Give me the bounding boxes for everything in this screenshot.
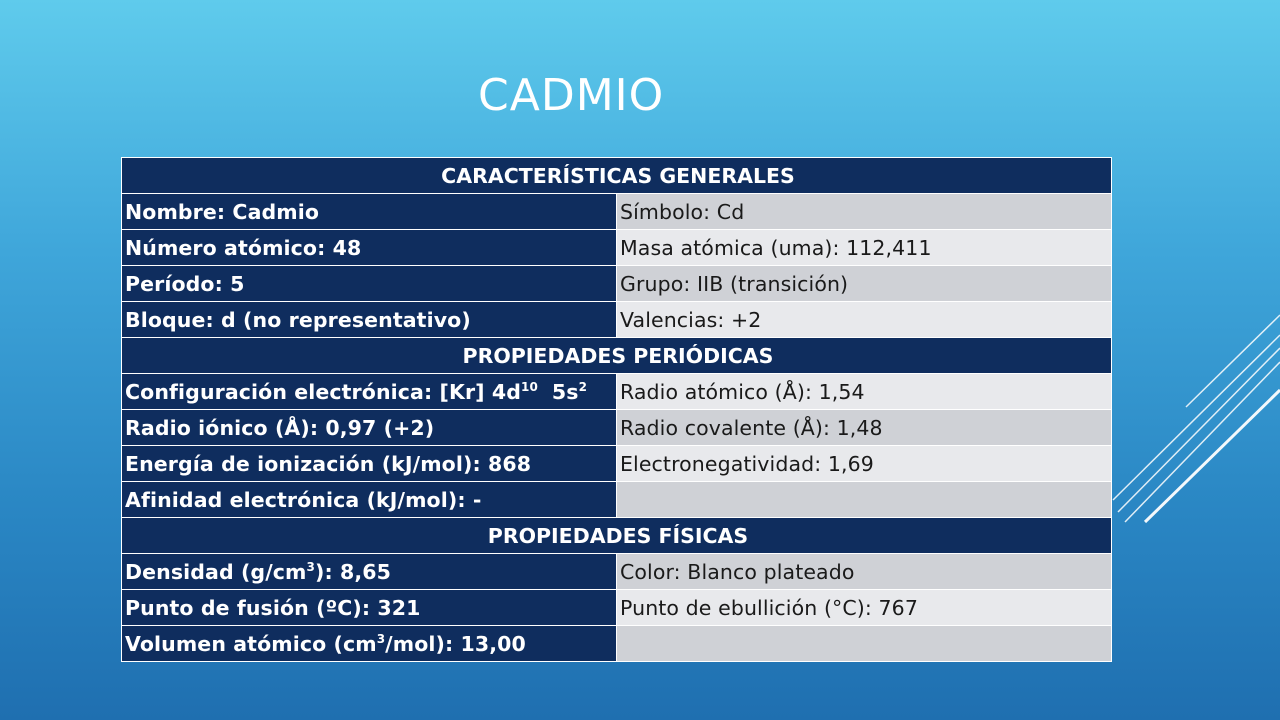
superscript: 3 bbox=[306, 559, 315, 574]
row-label: Nombre: Cadmio bbox=[122, 194, 617, 230]
section-header-fisicas: PROPIEDADES FÍSICAS bbox=[122, 518, 1112, 554]
table-row bbox=[122, 446, 1112, 482]
volume-text: Volumen atómico (cm bbox=[125, 631, 377, 656]
row-label: Radio iónico (Å): 0,97 (+2) bbox=[122, 410, 617, 446]
row-label: Período: 5 bbox=[122, 266, 617, 302]
row-label bbox=[122, 374, 617, 410]
superscript: 2 bbox=[578, 379, 588, 394]
table-row bbox=[122, 410, 1112, 446]
section-header-row bbox=[122, 158, 1112, 194]
superscript: 3 bbox=[376, 631, 386, 646]
section-header-periodicas: PROPIEDADES PERIÓDICAS bbox=[122, 338, 1112, 374]
row-value: Grupo: IIB (transición) bbox=[617, 266, 1112, 302]
table-row bbox=[122, 302, 1112, 338]
slide-title: CADMIO bbox=[478, 70, 665, 121]
config-text: 5s bbox=[551, 379, 579, 404]
table-row bbox=[122, 590, 1112, 626]
row-label: Punto de fusión (ºC): 321 bbox=[122, 590, 617, 626]
config-text: Configuración electrónica: [Kr] 4d bbox=[125, 379, 522, 404]
table-row bbox=[122, 482, 1112, 518]
row-value: Radio atómico (Å): 1,54 bbox=[617, 374, 1112, 410]
section-header-generales: CARACTERÍSTICAS GENERALES bbox=[122, 158, 1112, 194]
section-header-row bbox=[122, 518, 1112, 554]
row-label: Energía de ionización (kJ/mol): 868 bbox=[122, 446, 617, 482]
table-row bbox=[122, 230, 1112, 266]
row-value bbox=[617, 482, 1112, 518]
row-value: Radio covalente (Å): 1,48 bbox=[617, 410, 1112, 446]
row-value bbox=[617, 626, 1112, 662]
row-value: Electronegatividad: 1,69 bbox=[617, 446, 1112, 482]
properties-table bbox=[121, 157, 1112, 662]
row-label: Afinidad electrónica (kJ/mol): - bbox=[122, 482, 617, 518]
row-label: Bloque: d (no representativo) bbox=[122, 302, 617, 338]
row-value: Valencias: +2 bbox=[617, 302, 1112, 338]
table-row bbox=[122, 374, 1112, 410]
superscript: 10 bbox=[521, 379, 538, 394]
row-value: Punto de ebullición (°C): 767 bbox=[617, 590, 1112, 626]
table-row bbox=[122, 626, 1112, 662]
table-row bbox=[122, 554, 1112, 590]
table-row bbox=[122, 194, 1112, 230]
density-text: ): 8,65 bbox=[314, 559, 391, 584]
row-label: Número atómico: 48 bbox=[122, 230, 617, 266]
section-header-row bbox=[122, 338, 1112, 374]
row-label bbox=[122, 626, 617, 662]
row-value: Símbolo: Cd bbox=[617, 194, 1112, 230]
row-label bbox=[122, 554, 617, 590]
volume-text: /mol): 13,00 bbox=[385, 631, 526, 656]
table-row bbox=[122, 266, 1112, 302]
row-value: Color: Blanco plateado bbox=[617, 554, 1112, 590]
density-text: Densidad (g/cm bbox=[125, 559, 307, 584]
row-value: Masa atómica (uma): 112,411 bbox=[617, 230, 1112, 266]
